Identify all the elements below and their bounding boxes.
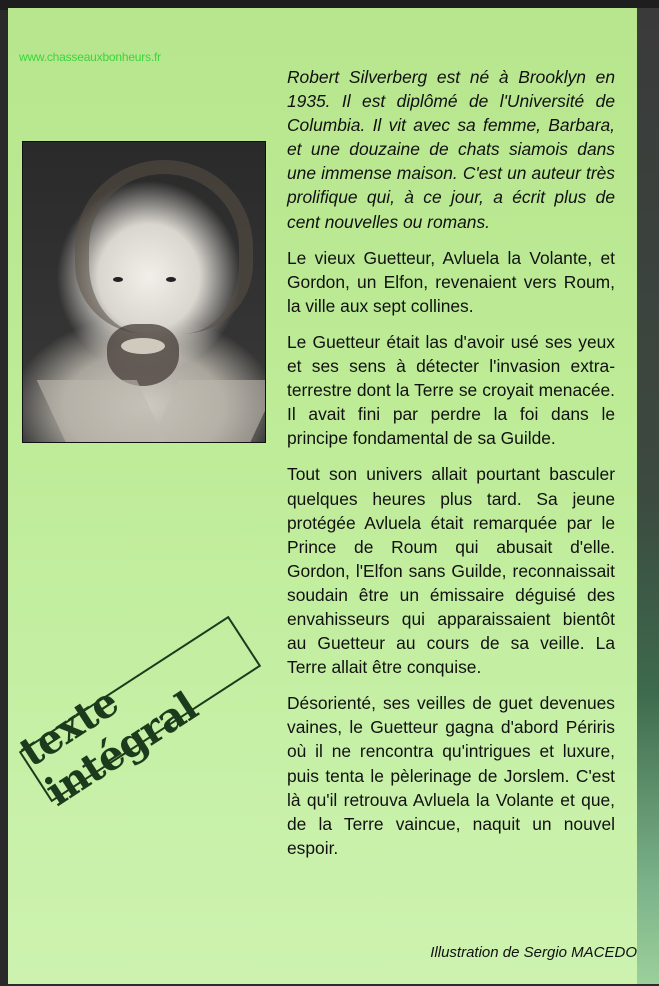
blurb-paragraph: Le Guetteur était las d'avoir usé ses yeux et ses sens à détecter l'invasion extra-terrestre dont la Terre se croyait menacée. Il avait fini par perdre la foi dans le principe fondamental de sa Guilde. xyxy=(287,331,615,449)
illustration-credit: Illustration de Sergio MACEDO xyxy=(430,944,637,961)
photo-beard xyxy=(107,324,179,386)
photo-eye-left xyxy=(113,277,123,282)
author-photo xyxy=(22,141,266,443)
blurb-paragraph: Désorienté, ses veilles de guet devenues vaines, le Guetteur gagna d'abord Périris où il ne rencontra qu'intrigues et luxure, puis tenta le pèlerinage de Jorslem. C'est là qu'il retrouva Avluela la Volante et que, de la Terre vaincue, naquit un nouvel espoir. xyxy=(287,693,615,858)
photo-collar-left xyxy=(37,380,170,443)
blurb-column xyxy=(287,65,615,872)
author-bio: Robert Silverberg est né à Brooklyn en 1935. Il est diplômé de l'Université de Columbia. Il vit avec sa femme, Barbara, et une douzaine de chats siamois dans une immense maison. C'est un auteur très prolifique qui, à ce jour, a écrit plus de cent nouvelles ou romans. xyxy=(287,67,615,232)
photo-collar-right xyxy=(147,380,266,443)
front-cover-edge xyxy=(637,8,659,984)
blurb-paragraph: Tout son univers allait pourtant basculer quelques heures plus tard. Sa jeune protégée Avluela était remarquée par le Prince de Roum qui abusait d'elle. Gordon, l'Elfon sans Guilde, reconnaissait soudain être un émissaire déguisé des envahisseurs qui apparaissaient bientôt au Guetteur au cours de sa veille. La Terre allait être conquise. xyxy=(287,464,615,678)
watermark-link[interactable]: www.chasseauxbonheurs.fr xyxy=(19,50,161,64)
stamp-label: texte intégral xyxy=(11,678,206,816)
blurb-paragraph: Le vieux Guetteur, Avluela la Volante, et Gordon, un Elfon, revenaient vers Roum, la ville aux sept collines. xyxy=(287,247,615,316)
photo-eye-right xyxy=(166,277,176,282)
photo-hair xyxy=(75,160,253,334)
photo-mouth xyxy=(121,338,165,354)
